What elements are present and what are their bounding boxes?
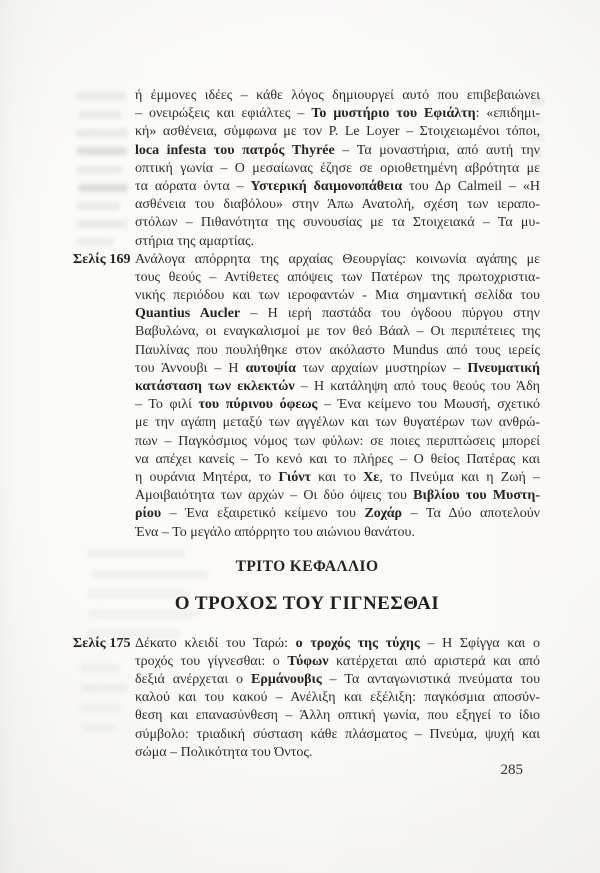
text-line: – Το φιλί του πύρινου όφεως – Ένα κείμενο του Μωυσή, σχετικό	[135, 397, 540, 413]
bleedthrough-artifact	[80, 664, 120, 672]
text-line: κατάσταση των εκλεκτών – Η κατάληψη από τους θεούς του Άδη	[135, 379, 540, 394]
text-line: θεση και επανασύνθεση – Άλλη οπτική γωνία, που εξηγεί το ίδιο	[135, 708, 540, 724]
text-line: του Άννουβι – Η αυτοψία των αρχαίων μυστηρίων – Πνευματική	[135, 360, 540, 376]
text-line: – ονειρώξεις και εφιάλτες – Το μυστήριο του Εφιάλτη: «επιδημι-	[135, 106, 540, 122]
entry-text	[135, 251, 540, 542]
text-line: Ανάλογα απόρρητα της αρχαίας Θεουργίας: κοινωνία αγάπης με	[135, 251, 540, 267]
text-line: Δέκατο κλειδί του Ταρώ: ο τροχός της τύχης – Η Σφίγγα και ο	[135, 635, 540, 651]
text-line: Αμοιβαιότητα των αρχών – Οι δύο όψεις του Βιβλίου του Μυστη-	[135, 488, 540, 504]
page-number: 285	[500, 762, 523, 778]
entry-text	[135, 635, 540, 762]
text-line: σώμα – Πολικότητα του Όντος.	[135, 744, 313, 760]
text-line: Βαβυλώνα, οι εναγκαλισμοί με τον θεό Βάαλ – Οι περιπέτειες της	[135, 324, 540, 340]
text-line: στόλων – Πιθανότητα της συνουσίας με τα Στοιχειακά – Τα μυ-	[135, 215, 540, 231]
text-line: ρίου – Ένα εξαιρετικό κείμενο του Ζοχάρ – Τα Δύο αποτελούν	[135, 506, 540, 522]
bleedthrough-artifact	[530, 151, 542, 159]
bleedthrough-artifact	[76, 166, 122, 174]
bleedthrough-artifact	[76, 238, 114, 246]
bleedthrough-artifact	[529, 97, 544, 105]
text-line: τροχός του γίγνεσθαι: ο Τύφων κατέρχεται από αριστερά και από	[135, 653, 540, 669]
bleedthrough-artifact	[78, 111, 122, 119]
bleedthrough-artifact	[76, 202, 120, 210]
text-line: Ένα – Το μεγάλο απόρρητο του αιώνιου θανάτου.	[135, 524, 415, 540]
text-line: η ουράνια Μητέρα, το Γιόντ και το Χε, το Πνεύμα και η Ζωή –	[135, 469, 540, 485]
bleedthrough-artifact	[86, 550, 186, 558]
entry-page-label: Σελίς 175	[73, 635, 131, 651]
table-of-contents-block	[73, 87, 541, 762]
bleedthrough-artifact	[90, 570, 208, 578]
bleedthrough-artifact	[76, 129, 128, 137]
bleedthrough-artifact	[86, 590, 191, 598]
text-line: τα αόρατα όντα – Υστερική δαιμονοπάθεια του Δρ Calmeil – «Η	[135, 178, 540, 194]
bleedthrough-artifact	[76, 92, 126, 100]
bleedthrough-artifact	[78, 184, 128, 192]
text-line: να απέχει κανείς – Το κενό και το πλήρες – Ο θείος Πατέρας και	[135, 451, 540, 467]
text-line: στήρια της αμαρτίας.	[135, 233, 255, 249]
bleedthrough-artifact	[530, 115, 542, 123]
bleedthrough-artifact	[77, 147, 127, 155]
text-line: με την αγάπη μεταξύ των αγγέλων και των θυγατέρων των ανθρώ-	[135, 415, 540, 431]
text-line: τους θεούς – Αντίθετες απόψεις των Πατέρων της πρωτοχριστια-	[135, 269, 540, 285]
chapter-title: Ο ΤΡΟΧΟΣ ΤΟΥ ΓΙΓΝΕΣΘΑΙ	[174, 592, 440, 614]
entry-page-label: Σελίς 169	[73, 251, 131, 267]
toc-entry-page-169	[73, 251, 541, 542]
bleedthrough-artifact	[82, 724, 118, 732]
toc-entry-continuation	[73, 87, 541, 251]
text-line: ή έμμονες ιδέες – κάθε λόγος δημιουργεί αυτό που επιβεβαιώνει	[135, 88, 540, 103]
text-line: Παυλίνας που πουλήθηκε στον ακόλαστο Mundus από τους ιερείς	[135, 342, 540, 358]
text-line: Quantius Aucler – Η ιερή παστάδα του όγδοου πύργου στην	[135, 306, 540, 322]
text-line: πων – Παγκόσμιος νόμος των φύλων: σε ποιες περιπτώσεις μπορεί	[135, 433, 540, 449]
text-line: οπτική γωνία – Ο μεσαίωνας έζησε σε οριοθετημένη αβρότητα με	[135, 160, 540, 176]
bleedthrough-artifact	[82, 684, 128, 692]
toc-entry-page-175	[73, 635, 541, 762]
text-line: loca infesta του πατρός Thyrée – Τα μοναστήρια, από αυτή την	[135, 142, 540, 158]
bleedthrough-artifact	[80, 704, 122, 712]
text-line: σύμβολο: τριαδική σύσταση κάθε πλάσματος – Πνεύμα, ψυχή και	[135, 726, 540, 742]
bleedthrough-artifact	[529, 133, 544, 141]
text-line: δεξιά ανέρχεται ο Ερμάνουβις – Τα ανταγωνιστικά πνεύματα του	[135, 672, 540, 688]
bleedthrough-artifact	[77, 220, 127, 228]
entry-text	[135, 87, 540, 251]
text-line: καλού και του κακού – Ανέλιξη και εξέλιξη: παγκόσμια αποσύν-	[135, 690, 540, 706]
bleedthrough-artifact	[86, 630, 181, 638]
chapter-kicker: ΤΡΙΤΟ ΚΕΦΑΛΛΙΟ	[235, 557, 379, 575]
text-line: νικής περιόδου και των ιεροφαντών - Μια σημαντική σελίδα του	[135, 288, 540, 304]
bleedthrough-artifact	[88, 610, 200, 618]
bleedthrough-artifact	[529, 169, 542, 177]
text-line: ασθένεια του διαβόλου» στην Άπω Ανατολή, σχέση των ιεραπο-	[135, 197, 540, 213]
text-line: κή» ασθένεια, σύμφωνα με τον P. Le Loyer – Στοιχειωμένοι τόποι,	[135, 124, 540, 140]
